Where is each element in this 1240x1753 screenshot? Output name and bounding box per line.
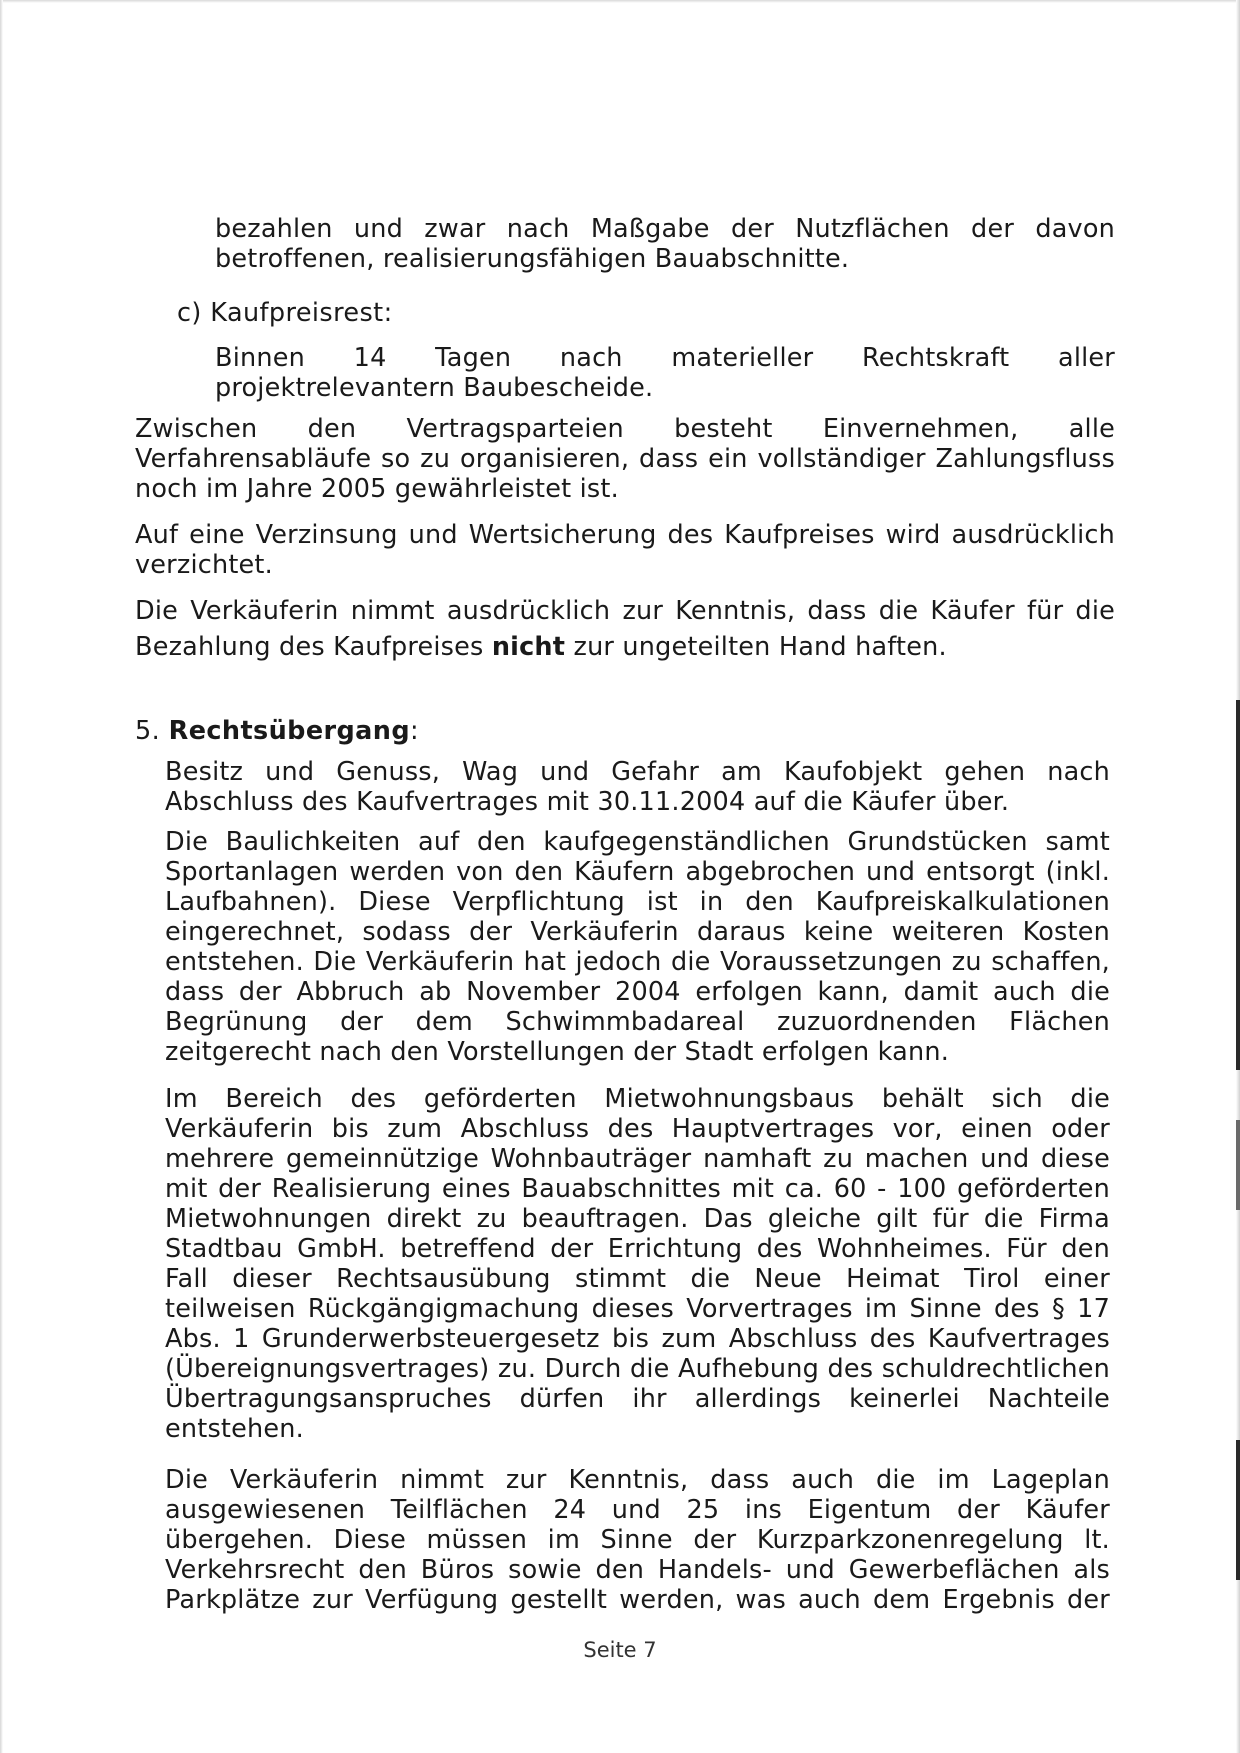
paragraph-kaufpreisrest: Binnen 14 Tagen nach materieller Rechtskraft aller projektrelevantern Baubescheide. [215,343,1115,403]
subsection-heading-kaufpreisrest: c) Kaufpreisrest: [177,298,393,328]
page-number: Seite 7 [583,1638,657,1662]
scan-edge-left [0,0,3,1753]
scan-edge-mark [1236,700,1240,1070]
paragraph-baulichkeiten: Die Baulichkeiten auf den kaufgegenständlichen Grundstücken samt Sportanlagen werden von den Käufern abgebrochen und entsorgt (inkl. Laufbahnen). Diese Verpflichtung ist in den Kaufpreiskalkulationen eingerechnet, sodass der Verkäuferin daraus keine weiteren Kosten entstehen. Die Verkäuferin hat jedoch die Voraussetzungen zu schaffen, dass der Abbruch ab November 2004 erfolgen kann, damit auch die Begrünung der dem Schwimmbadareal zuzuordnenden Flächen zeitgerecht nach den Vorstellungen der Stadt erfolgen kann. [165,827,1110,1067]
paragraph-mietwohnungsbau: Im Bereich des geförderten Mietwohnungsbaus behält sich die Verkäuferin bis zum Abschluss des Hauptvertrages vor, einen oder mehrere gemeinnützige Wohnbauträger namhaft zu machen und diese mit der Realisierung eines Bauabschnittes mit ca. 60 - 100 geförderten Mietwohnungen direkt zu beauftragen. Das gleiche gilt für die Firma Stadtbau GmbH. betreffend der Errichtung des Wohnheimes. Für den Fall dieser Rechtsausübung stimmt die Neue Heimat Tirol einer teilweisen Rückgängigmachung dieses Vorvertrages im Sinne des § 17 Abs. 1 Grunderwerbsteuergesetz bis zum Abschluss des Kaufvertrages (Übereignungsvertrages) zu. Durch die Aufhebung des schuldrechtlichen Übertragungsanspruches dürfen ihr allerdings keinerlei Nachteile entstehen. [165,1084,1110,1444]
haftung-text-post: zur ungeteilten Hand haften. [565,632,947,662]
scan-edge-top [0,0,1240,3]
paragraph-teilflaechen: Die Verkäuferin nimmt zur Kenntnis, dass auch die im Lageplan ausgewiesenen Teilflächen 24 und 25 ins Eigentum der Käufer übergehen. Diese müssen im Sinne der Kurzparkzonenregelung lt. Verkehrsrecht den Büros sowie den Handels- und Gewerbeflächen als Parkplätze zur Verfügung gestellt werden, was auch dem Ergebnis der [165,1465,1110,1615]
paragraph-haftung-line1: Die Verkäuferin nimmt ausdrücklich zur Kenntnis, dass die Käufer für die [135,596,1115,626]
paragraph-haftung-line2 [135,632,1115,662]
haftung-text-bold: nicht [491,632,566,662]
section-title: Rechtsübergang [168,716,410,746]
scan-edge-mark [1236,1120,1240,1210]
haftung-text-pre: Bezahlung des Kaufpreises [135,632,492,662]
paragraph-besitz-genuss: Besitz und Genuss, Wag und Gefahr am Kaufobjekt gehen nach Abschluss des Kaufvertrages mit 30.11.2004 auf die Käufer über. [165,757,1110,817]
scan-edge-mark [1236,1440,1240,1580]
paragraph-verzinsung: Auf eine Verzinsung und Wertsicherung des Kaufpreises wird ausdrücklich verzichtet. [135,520,1115,580]
paragraph-zahlungsfluss: Zwischen den Vertragsparteien besteht Einvernehmen, alle Verfahrensabläufe so zu organisieren, dass ein vollständiger Zahlungsfluss noch im Jahre 2005 gewährleistet ist. [135,414,1115,504]
section-colon: : [409,716,419,746]
section-heading-rechtsuebergang [135,716,419,746]
section-number: 5. [135,716,161,746]
paragraph-payment-continuation: bezahlen und zwar nach Maßgabe der Nutzflächen der davon betroffenen, realisierungsfähigen Bauabschnitte. [215,214,1115,274]
